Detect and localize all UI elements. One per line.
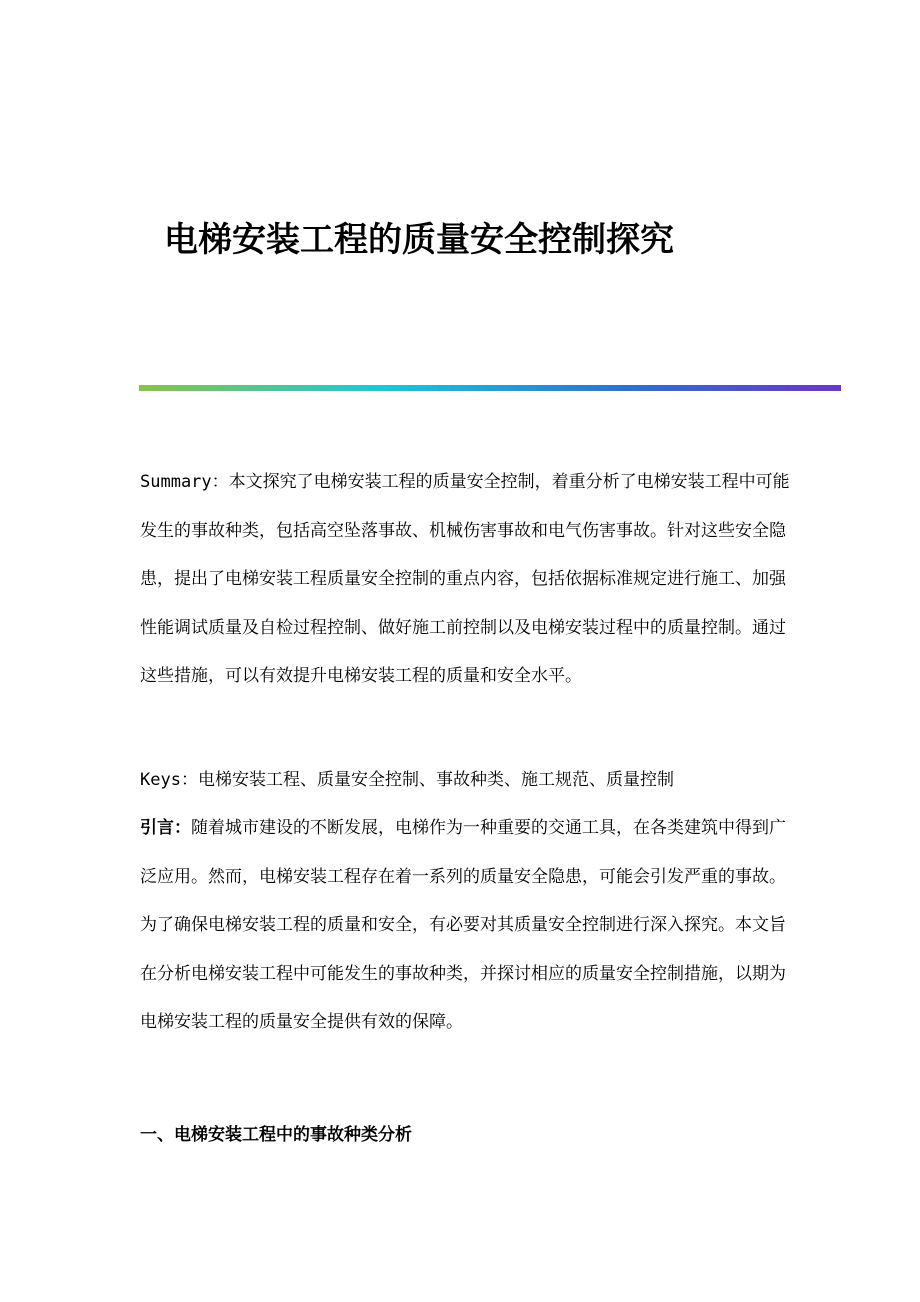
summary-label: Summary： [140,472,229,492]
intro-paragraph [140,804,790,1047]
keys-label: Keys： [140,770,198,790]
section-heading: 一、电梯安装工程中的事故种类分析 [140,1125,412,1145]
keys-paragraph [140,756,790,805]
intro-label: 引言： [140,818,191,838]
keys-text: 电梯安装工程、质量安全控制、事故种类、施工规范、质量控制 [197,770,674,790]
intro-text: 随着城市建设的不断发展，电梯作为一种重要的交通工具，在各类建筑中得到广泛应用。然而，电梯安装工程存在着一系列的质量安全隐患，可能会引发严重的事故。为了确保电梯安装工程的质量和安全，有必要对其质量安全控制进行深入探究。本文旨在分析电梯安装工程中可能发生的事故种类，并探讨相应的质量安全控制措施，以期为电梯安装工程的质量安全提供有效的保障。 [140,818,786,1032]
title-divider [139,385,841,391]
summary-paragraph [140,458,790,701]
document-title: 电梯安装工程的质量安全控制探究 [164,220,674,260]
summary-text: 本文探究了电梯安装工程的质量安全控制，着重分析了电梯安装工程中可能发生的事故种类，包括高空坠落事故、机械伤害事故和电气伤害事故。针对这些安全隐患，提出了电梯安装工程质量安全控制的重点内容，包括依据标准规定进行施工、加强性能调试质量及自检过程控制、做好施工前控制以及电梯安装过程中的质量控制。通过这些措施，可以有效提升电梯安装工程的质量和安全水平。 [140,472,790,686]
